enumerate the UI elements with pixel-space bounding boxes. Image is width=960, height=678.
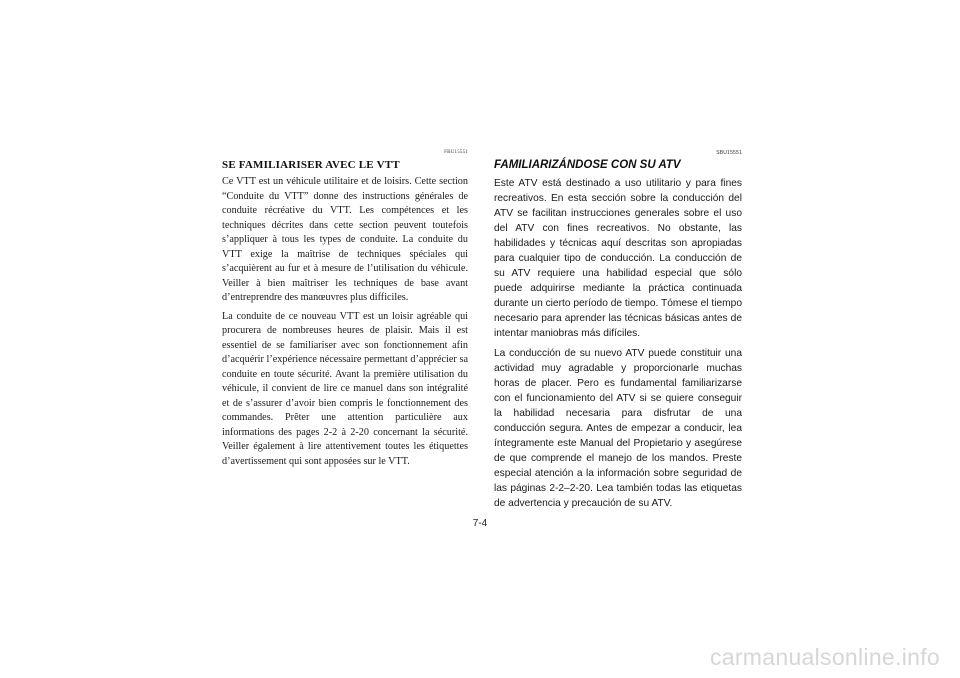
french-column [222,150,468,473]
french-paragraph-2: La conduite de ce nouveau VTT est un loisir agréable qui procurera de nombreuses heures de plaisir. Mais il est essentiel de se familiariser avec son fonctionnement afin d’acquérir l’expérience nécessaire permettant d’apprécier sa conduite en toute sécurité. Avant la première utilisation du véhicule, il convient de lire ce manuel dans son intégralité et de s’assurer d’avoir bien compris le fonctionnement des commandes. Prêter une attention particulière aux informations des pages 2-2 à 2-20 concernant la sécurité. Veiller également à lire attentivement toutes les étiquettes d’avertissement qui sont apposées sur le VTT. [222,310,468,467]
spanish-paragraph-2: La conducción de su nuevo ATV puede constituir una actividad muy agradable y proporcionarle muchas horas de placer. Pero es fundamental familiarizarse con el funcionamiento del ATV si se quiere conseguir la habilidad necesaria para disfrutar de una conducción segura. Antes de empezar a conducir, lea íntegramente este Manual del Propietario y asegúrese de que comprende el manejo de los mandos. Preste especial atención a la información sobre seguridad de las páginas 2-2–2-20. Lea también todas las etiquetas de advertencia y precaución de su ATV. [494,348,742,509]
spanish-column [494,150,742,516]
page-number: 7-4 [472,518,488,529]
french-paragraph-1: Ce VTT est un véhicule utilitaire et de loisirs. Cette section “Conduite du VTT” donne des instructions générales de conduite récréative du VTT. Les compétences et les techniques décrites dans cette section peuvent toutefois s’appliquer à tous les types de conduite. La conduite du VTT exige la maîtrise de techniques spéciales qui s’acquièrent au fur et à mesure de l’utilisation du véhicule. Veiller à bien maîtriser les techniques de base avant d’entreprendre des manœuvres plus difficiles. [222,176,468,303]
watermark: carmanualsonline.info [709,644,940,670]
french-heading: SE FAMILIARISER AVEC LE VTT [222,159,400,171]
spanish-heading: FAMILIARIZÁNDOSE CON SU ATV [494,159,681,171]
spanish-section-code: SBU15551 [716,150,742,156]
spanish-paragraph-1: Este ATV está destinado a uso utilitario y para fines recreativos. En esta sección sobre la conducción del ATV se facilitan instrucciones generales sobre el uso del ATV con fines recreativos. No obstante, las habilidades y técnicas aquí descritas son apropiadas para cualquier tipo de conducción. La conducción de su ATV requiere una habilidad especial que sólo puede adquirirse mediante la práctica continuada durante un cierto período de tiempo. Tómese el tiempo necesario para aprender las técnicas básicas antes de intentar maniobras más difíciles. [494,178,742,339]
french-section-code: FBU15551 [444,150,468,155]
